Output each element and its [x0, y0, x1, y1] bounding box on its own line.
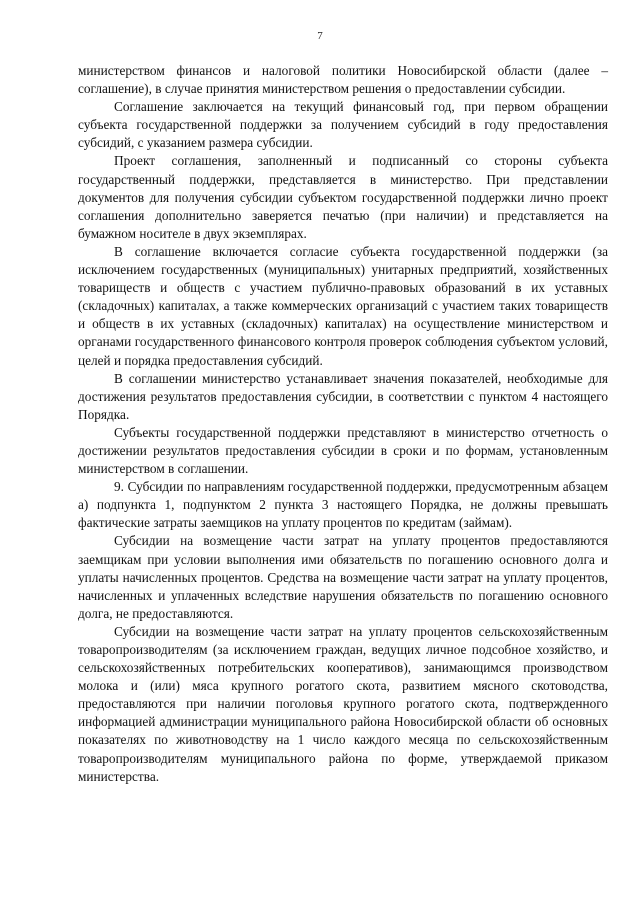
paragraph: В соглашении министерство устанавливает значения показателей, необходимые для достижения результатов предоставления субсидии, в соответствии с пунктом 4 настоящего Порядка.	[78, 370, 608, 422]
paragraph: Субъекты государственной поддержки представляют в министерство отчетность о достижении результатов предоставления субсидии в сроки и по формам, установленным министерством в соглашении.	[78, 424, 608, 477]
paragraph: В соглашение включается согласие субъекта государственной поддержки (за исключением государственных (муниципальных) унитарных предприятий, хозяйственных товариществ и обществ с участием публично-правовых образований в их уставных (складочных) капиталах, а также коммерческих организаций с участием таких товариществ и обществ в их уставных (складочных) капиталах) на осуществление министерством и органами государственного финансового контроля проверок соблюдения субъектом условий, целей и порядка предоставления субсидий.	[78, 243, 608, 368]
page-number: 7	[317, 30, 323, 42]
paragraph: Субсидии на возмещение части затрат на уплату процентов предоставляются заемщикам при условии выполнения ими обязательств по погашению основного долга и уплаты начисленных процентов. Средства на возмещение части затрат на уплату процентов, начисленных и уплаченных вследствие нарушения обязательств по погашению основного долга, не предоставляются.	[78, 533, 608, 621]
paragraph: Субсидии на возмещение части затрат на уплату процентов сельскохозяйственным товаропроизводителям (за исключением граждан, ведущих личное подсобное хозяйство, и сельскохозяйственных потребительских кооперативов), занимающимся производством молока и (или) мяса крупного рогатого скота, развитием мясного скотоводства, предоставляются при наличии поголовья крупного рогатого скота, подтвержденного информацией администрации муниципального района Новосибирской области об основных показателях по животноводству на 1 число каждого месяца по сельскохозяйственным товаропроизводителям муниципального района по форме, утверждаемой приказом министерства.	[78, 623, 608, 784]
paragraph: 9. Субсидии по направлениям государственной поддержки, предусмотренным абзацем а) подпункта 1, подпунктом 2 пункта 3 настоящего Порядка, не должны превышать фактические затраты заемщиков на уплату процентов по кредитам (займам).	[78, 479, 608, 531]
document-body	[78, 62, 608, 786]
paragraph: министерством финансов и налоговой политики Новосибирской области (далее – соглашение), в случае принятия министерством решения о предоставлении субсидии.	[78, 63, 608, 97]
paragraph: Соглашение заключается на текущий финансовый год, при первом обращении субъекта государственной поддержки за получением субсидий в году предоставления субсидий, с указанием размера субсидии.	[78, 99, 608, 151]
paragraph: Проект соглашения, заполненный и подписанный со стороны субъекта государственный поддержки, представляется в министерство. При представлении документов для получения субсидии субъектом государственной поддержки лично проект соглашения дополнительно заверяется печатью (при наличии) и представляется на бумажном носителе в двух экземплярах.	[78, 153, 608, 241]
